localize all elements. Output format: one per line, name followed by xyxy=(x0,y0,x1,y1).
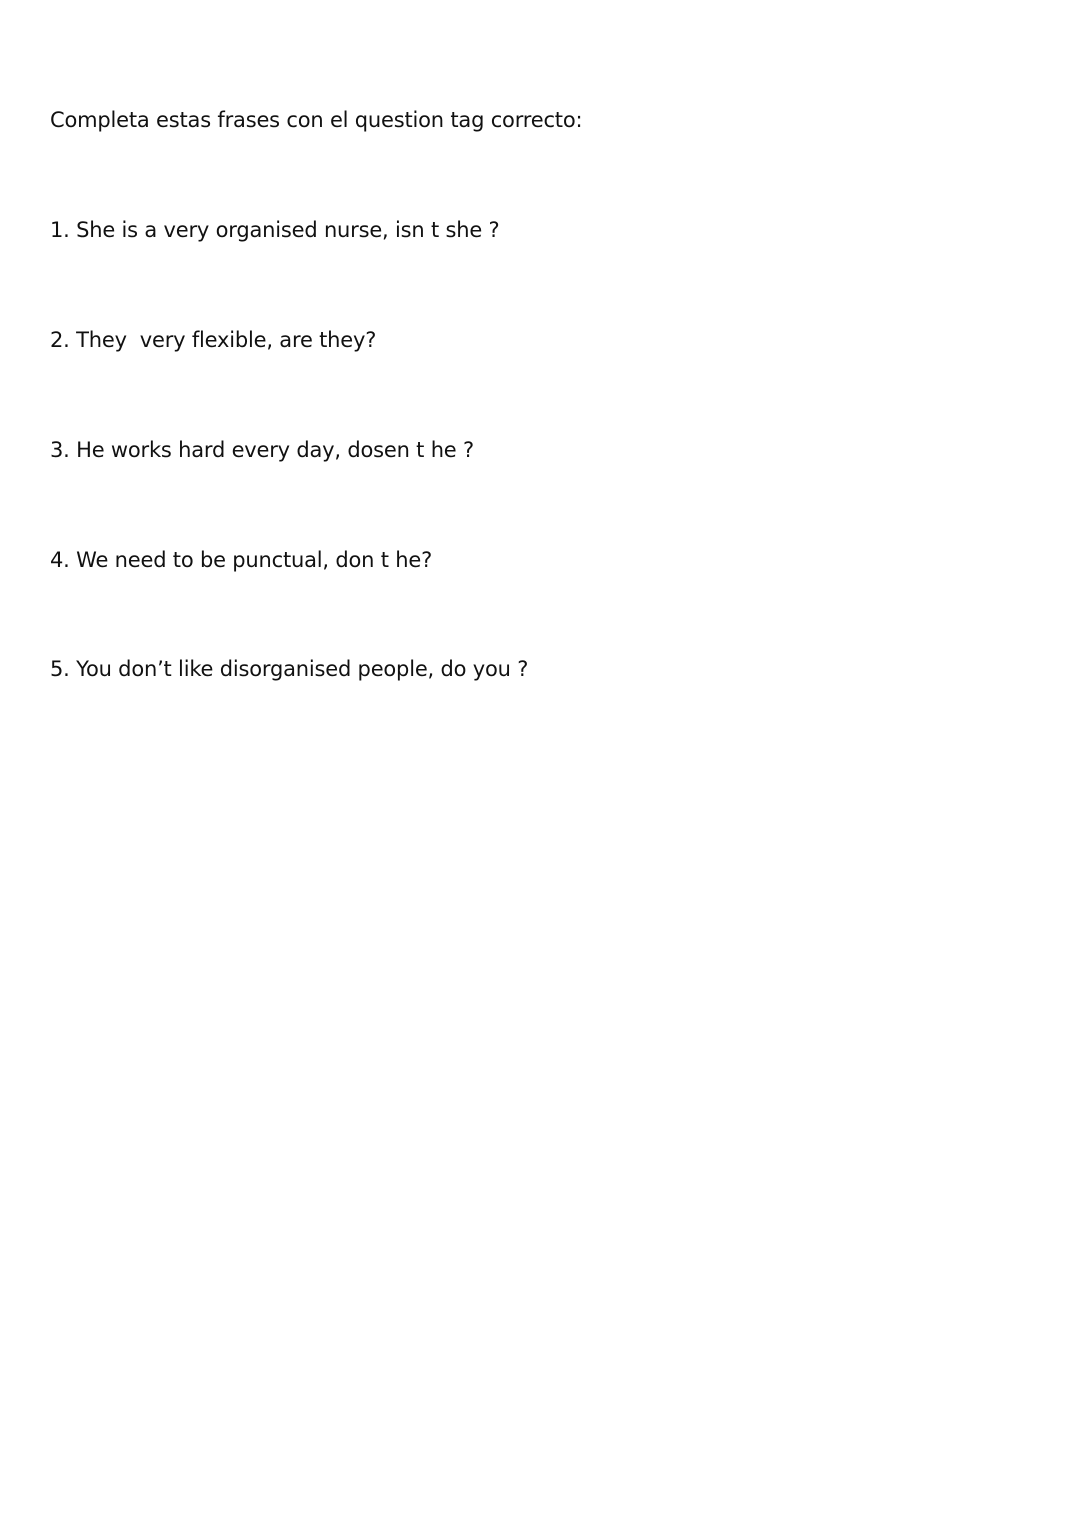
sentence-1: 1. She is a very organised nurse, isn t she ? xyxy=(50,218,500,242)
sentence-2: 2. They very flexible, are they? xyxy=(50,328,377,352)
sentence-4: 4. We need to be punctual, don t he? xyxy=(50,548,433,572)
instruction-text: Completa estas frases con el question tag correcto: xyxy=(50,108,583,132)
sentence-5: 5. You don’t like disorganised people, do you ? xyxy=(50,657,529,681)
sentence-3: 3. He works hard every day, dosen t he ? xyxy=(50,438,474,462)
